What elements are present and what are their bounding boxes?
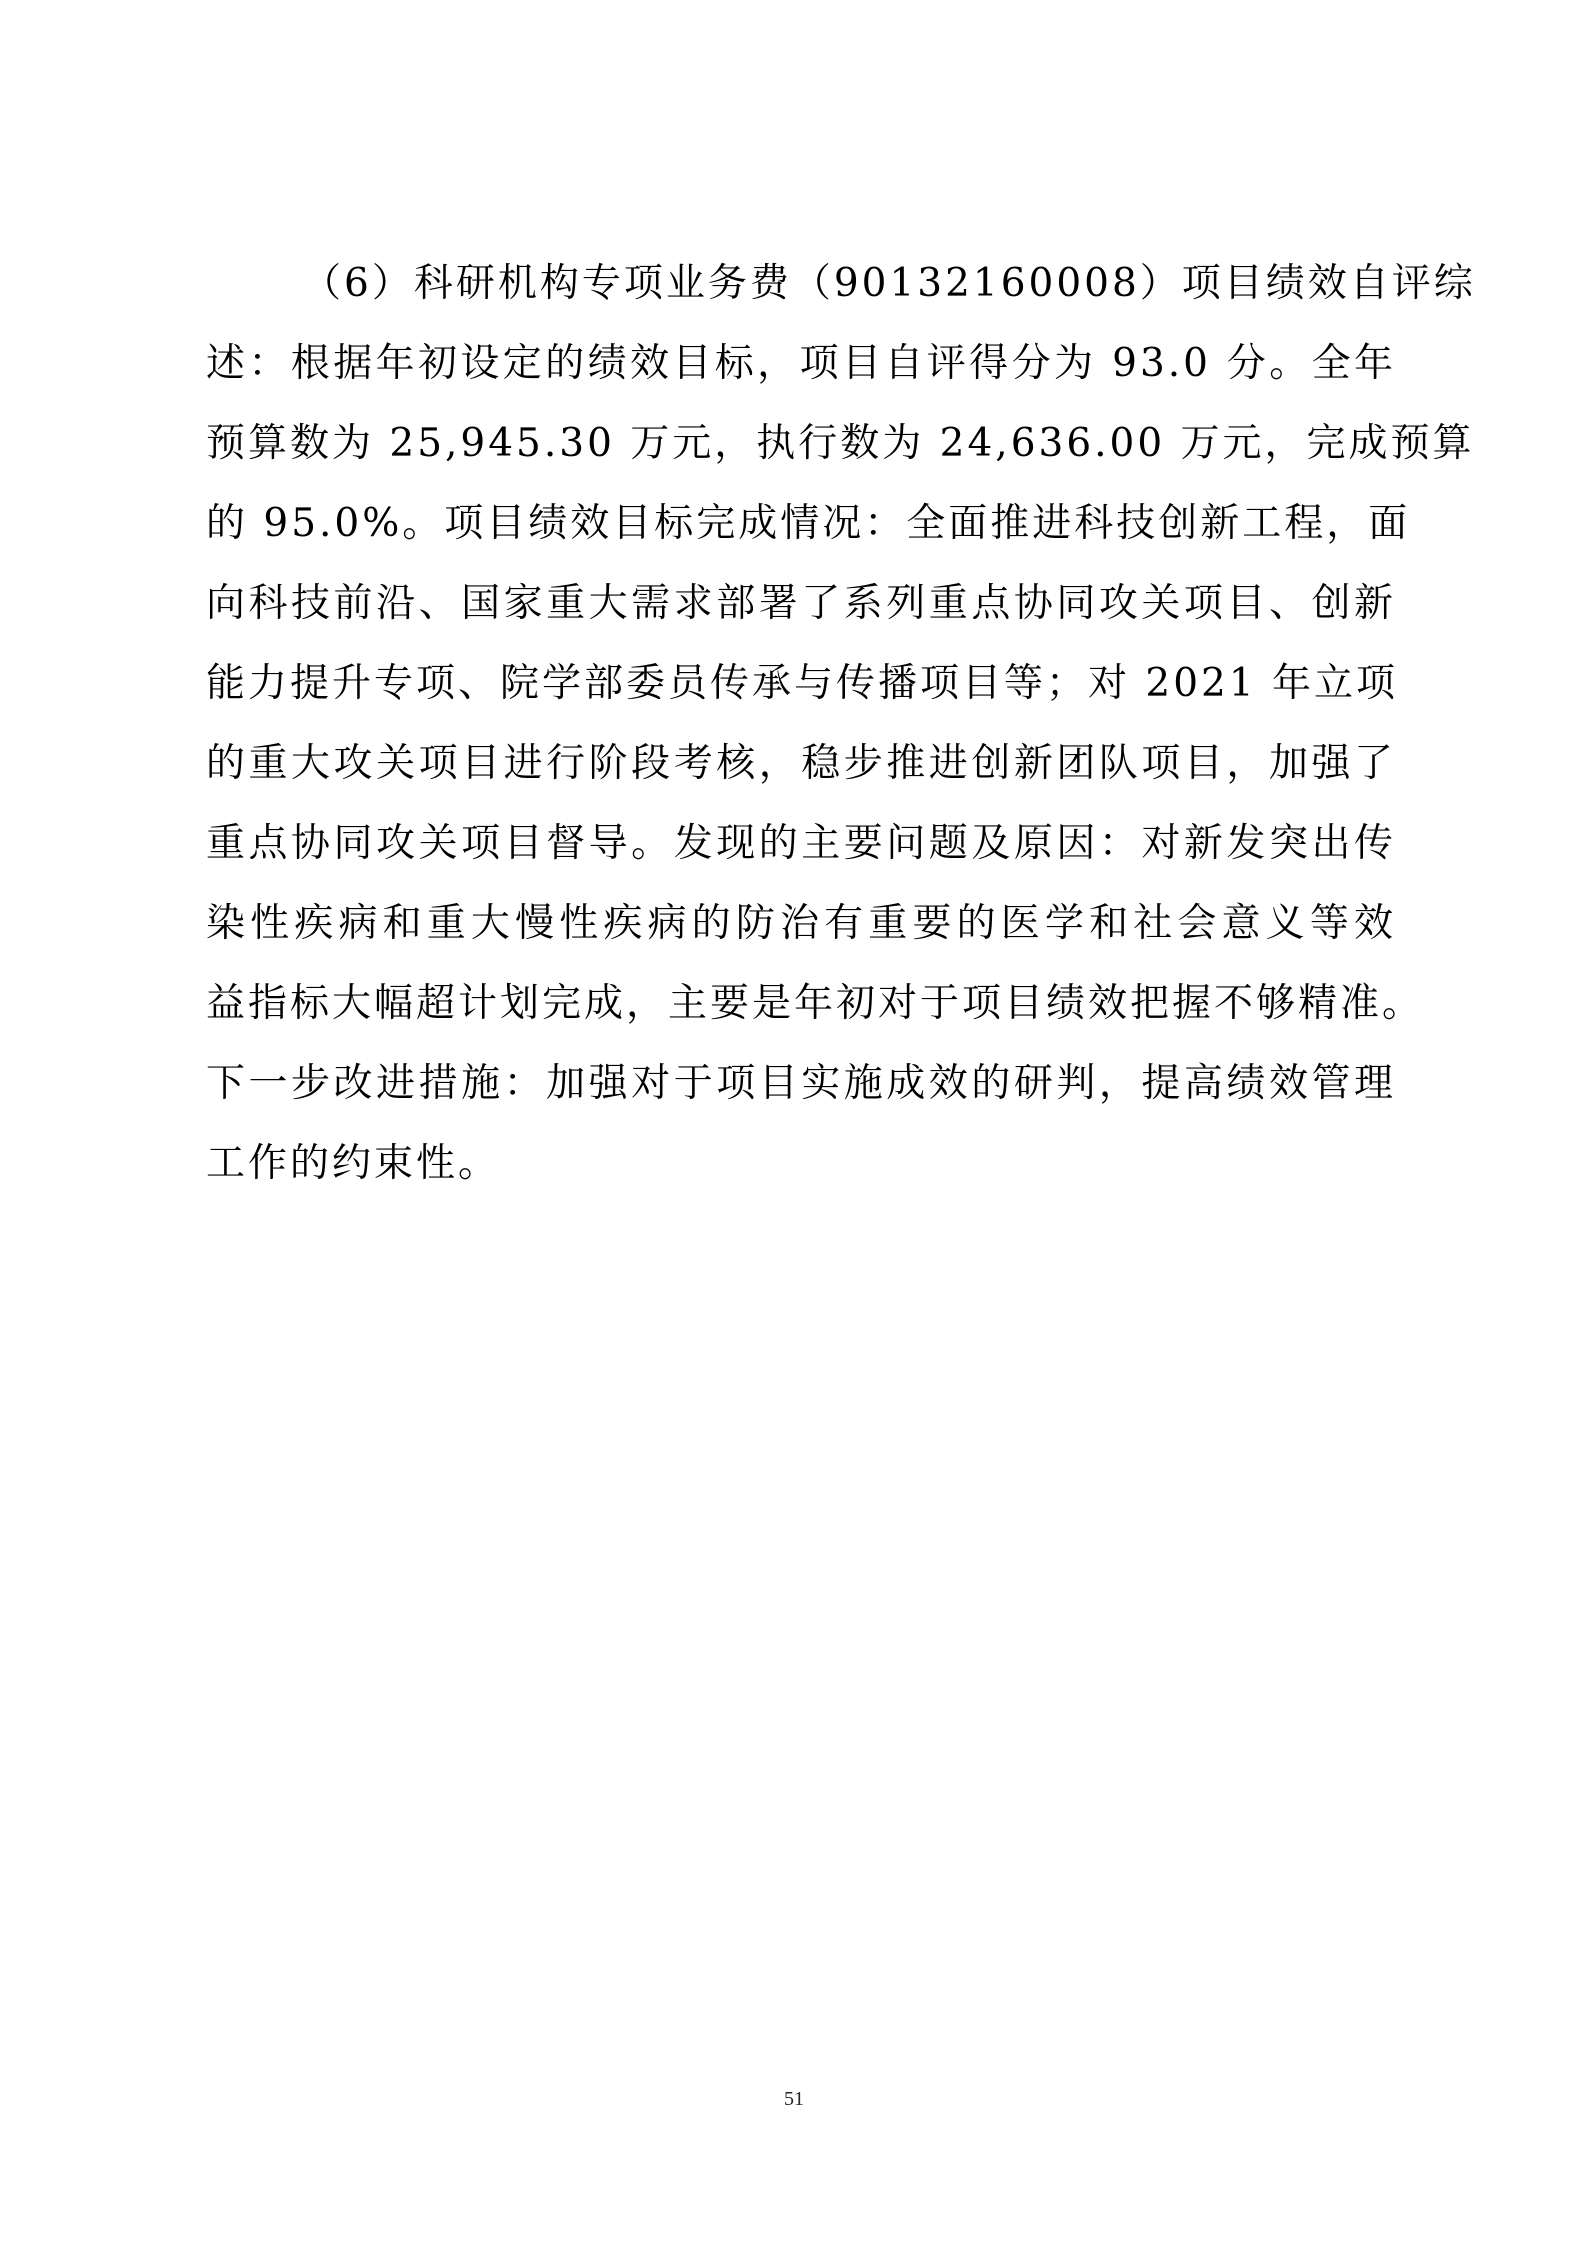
paragraph-line: 工作的约束性。 (206, 1141, 501, 1186)
paragraph-line: 重点协同攻关项目督导。发现的主要问题及原因：对新发突出传 (206, 821, 1396, 866)
page-number: 51 (784, 2088, 804, 2110)
paragraph-line: 向科技前沿、国家重大需求部署了系列重点协同攻关项目、创新 (206, 581, 1396, 626)
paragraph-line: （6）科研机构专项业务费（90132160008）项目绩效自评综 (302, 261, 1476, 306)
page-body (206, 244, 1476, 1204)
paragraph-line: 染性疾病和重大慢性疾病的防治有重要的医学和社会意义等效 (206, 901, 1396, 946)
paragraph-line: 下一步改进措施：加强对于项目实施成效的研判，提高绩效管理 (206, 1061, 1396, 1106)
paragraph-line: 的 95.0%。项目绩效目标完成情况：全面推进科技创新工程，面 (206, 501, 1411, 546)
paragraph-line: 预算数为 25,945.30 万元，执行数为 24,636.00 万元，完成预算 (206, 421, 1475, 466)
paragraph-line: 能力提升专项、院学部委员传承与传播项目等；对 2021 年立项 (206, 661, 1399, 706)
paragraph-line: 益指标大幅超计划完成，主要是年初对于项目绩效把握不够精准。 (206, 981, 1425, 1026)
paragraph-line: 述：根据年初设定的绩效目标，项目自评得分为 93.0 分。全年 (206, 341, 1396, 386)
paragraph-line: 的重大攻关项目进行阶段考核，稳步推进创新团队项目，加强了 (206, 741, 1396, 786)
